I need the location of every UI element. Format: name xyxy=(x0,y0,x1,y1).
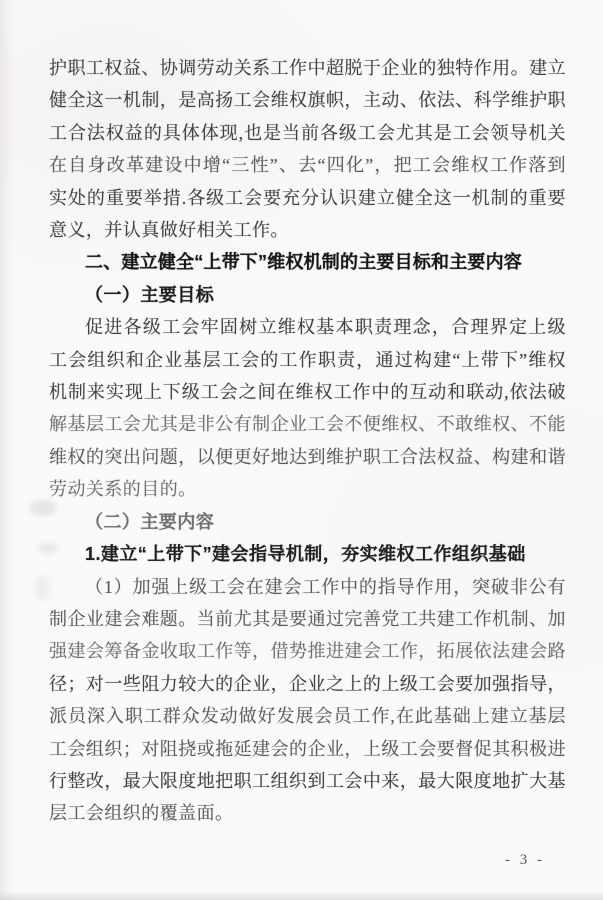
text-line: 制企业建会难题。当前尤其是要通过完善党工共建工作机制、加 xyxy=(49,608,566,629)
text-line: 行整改，最大限度地把职工组织到工会中来，最大限度地扩大基 xyxy=(49,770,566,791)
scan-smudge xyxy=(34,575,50,601)
text-line: 径；对一些阻力较大的企业，企业之上的上级工会要加强指导， xyxy=(49,673,566,694)
section-heading: 二、建立健全“上带下”维权机制的主要目标和主要内容 xyxy=(85,252,522,273)
text-line: 实处的重要举措.各级工会要充分认识建立健全这一机制的重要 xyxy=(49,187,566,208)
text-line: 工会组织和企业基层工会的工作职责，通过构建“上带下”维权 xyxy=(49,349,566,370)
subsection-heading-2: （二）主要内容 xyxy=(85,511,215,532)
text-line: 维权的突出问题，以便更好地达到维护职工合法权益、构建和谐 xyxy=(49,446,566,467)
page-number: - 3 - xyxy=(505,852,545,868)
text-line: 劳动关系的目的。 xyxy=(49,479,197,500)
item-heading: 1.建立“上带下”建会指导机制，夯实维权工作组织基础 xyxy=(85,544,526,565)
text-line: 层工会组织的覆盖面。 xyxy=(49,803,234,824)
text-line: 促进各级工会牢固树立维权基本职责理念，合理界定上级 xyxy=(85,317,566,338)
text-line: 工会组织；对阻挠或拖延建会的企业，上级工会要督促其积极进 xyxy=(49,738,566,759)
text-line: 工合法权益的具体体现,也是当前各级工会尤其是工会领导机关 xyxy=(49,122,566,143)
text-line: 强建会筹备金收取工作等，借势推进建会工作，拓展依法建会路 xyxy=(49,641,566,662)
document-text-block xyxy=(49,52,566,830)
text-line: 解基层工会尤其是非公有制企业工会不便维权、不敢维权、不能 xyxy=(49,414,566,435)
text-line: 在自身改革建设中增“三性”、去“四化”，把工会维权工作落到 xyxy=(49,155,566,176)
subsection-heading-1: （一）主要目标 xyxy=(85,284,215,305)
text-line: 护职工权益、协调劳动关系工作中超脱于企业的独特作用。建立 xyxy=(49,58,566,78)
text-line: 意义，并认真做好相关工作。 xyxy=(49,220,289,241)
text-line: （1）加强上级工会在建会工作中的指导作用，突破非公有 xyxy=(85,576,566,597)
text-line: 派员深入职工群众发动做好发展会员工作,在此基础上建立基层 xyxy=(49,706,566,727)
text-line: 健全这一机制，是高扬工会维权旗帜，主动、依法、科学维护职 xyxy=(49,90,566,111)
text-line: 机制来实现上下级工会之间在维权工作中的互动和联动,依法破 xyxy=(49,382,566,403)
